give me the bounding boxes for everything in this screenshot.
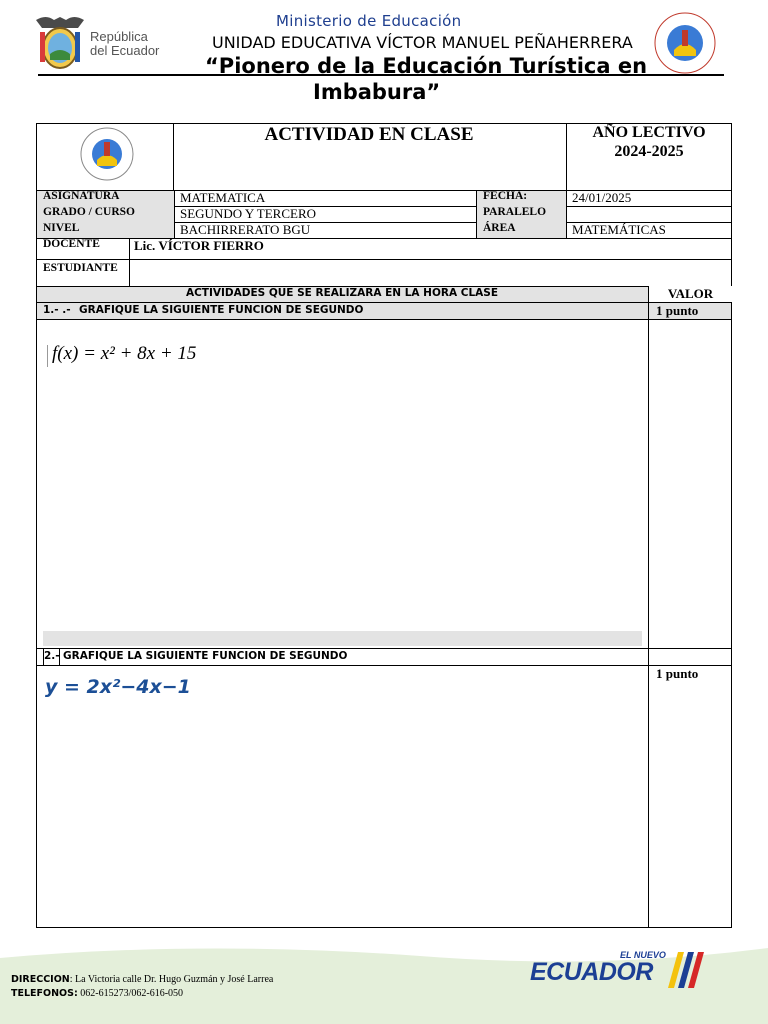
question1-text: GRAFIQUE LA SIGUIENTE FUNCION DE SEGUNDO bbox=[79, 304, 364, 316]
republic-line1: República bbox=[90, 29, 148, 44]
school-seal-logo bbox=[652, 10, 718, 76]
slogan-line2: Imbabura” bbox=[313, 80, 441, 104]
direccion-value: : La Victoria calle Dr. Hugo Guzmán y José Larrea bbox=[69, 974, 274, 985]
area-label: ÁREA bbox=[483, 222, 516, 234]
col-divider bbox=[648, 302, 649, 320]
grado-value: SEGUNDO Y TERCERO bbox=[180, 206, 317, 221]
flag-stripes-icon bbox=[668, 950, 708, 990]
nuevo-ecuador-logo bbox=[530, 948, 710, 992]
nivel-value: BACHIRRERATO BGU bbox=[180, 222, 311, 237]
fecha-value: 24/01/2025 bbox=[572, 190, 632, 205]
valor-label: VALOR bbox=[649, 286, 732, 302]
coat-of-arms-logo bbox=[32, 12, 88, 72]
telefonos-value: 062-615273/062-616-050 bbox=[77, 988, 184, 999]
school-seal-small-icon bbox=[62, 124, 152, 190]
gray-strip bbox=[43, 631, 642, 646]
form-title: ACTIVIDAD EN CLASE bbox=[264, 124, 474, 145]
school-name: UNIDAD EDUCATIVA VÍCTOR MANUEL PEÑAHERRERA bbox=[212, 33, 633, 52]
question2-number: 2.- bbox=[44, 650, 60, 662]
footer-address bbox=[11, 973, 273, 987]
col-divider bbox=[648, 648, 649, 666]
direccion-label: DIRECCION bbox=[11, 974, 70, 985]
ministry-title: Ministerio de Educación bbox=[276, 12, 462, 30]
asignatura-label: ASIGNATURA bbox=[43, 190, 120, 202]
footer-contact bbox=[11, 973, 273, 1001]
grado-label: GRADO / CURSO bbox=[43, 206, 136, 218]
col-divider bbox=[129, 238, 130, 260]
area-value: MATEMÁTICAS bbox=[572, 222, 666, 237]
slogan-line1: “Pionero de la Educación Turística en bbox=[205, 54, 648, 78]
docente-value: Lic. VÍCTOR FIERRO bbox=[134, 238, 264, 253]
docente-label: DOCENTE bbox=[43, 238, 100, 250]
brand-word: ECUADOR bbox=[530, 958, 653, 986]
formula-cursor bbox=[47, 345, 48, 367]
brand-top: EL NUEVO bbox=[620, 950, 666, 960]
republic-wordmark bbox=[90, 30, 159, 58]
republic-line2: del Ecuador bbox=[90, 43, 160, 58]
question2-formula: y = 2x²−4x−1 bbox=[45, 676, 191, 698]
form-logo-cell bbox=[36, 123, 174, 191]
question2-points: 1 punto bbox=[656, 666, 699, 681]
paralelo-label: PARALELO bbox=[483, 206, 547, 218]
footer-phones bbox=[11, 987, 273, 1001]
year-label: AÑO LECTIVO bbox=[592, 124, 706, 141]
estudiante-field[interactable] bbox=[130, 262, 730, 284]
activities-header: ACTIVIDADES QUE SE REALIZARA EN LA HORA CLASE bbox=[185, 287, 499, 299]
fecha-label: FECHA: bbox=[483, 190, 528, 202]
asignatura-value: MATEMATICA bbox=[180, 190, 266, 205]
question1-points: 1 punto bbox=[656, 303, 699, 318]
nivel-label: NIVEL bbox=[43, 222, 80, 234]
question1-formula: f(x) = x² + 8x + 15 bbox=[52, 343, 197, 364]
question2-text: GRAFIQUE LA SIGUIENTE FUNCION DE SEGUNDO bbox=[63, 650, 348, 662]
question2-answer-area[interactable] bbox=[36, 665, 732, 928]
year-value: 2024-2025 bbox=[614, 143, 684, 160]
col-divider bbox=[731, 319, 732, 649]
estudiante-label: ESTUDIANTE bbox=[43, 262, 118, 274]
question1-answer-area[interactable] bbox=[36, 319, 648, 649]
telefonos-label: TELEFONOS: bbox=[11, 988, 78, 999]
question1-number: 1.- .- bbox=[43, 304, 71, 316]
